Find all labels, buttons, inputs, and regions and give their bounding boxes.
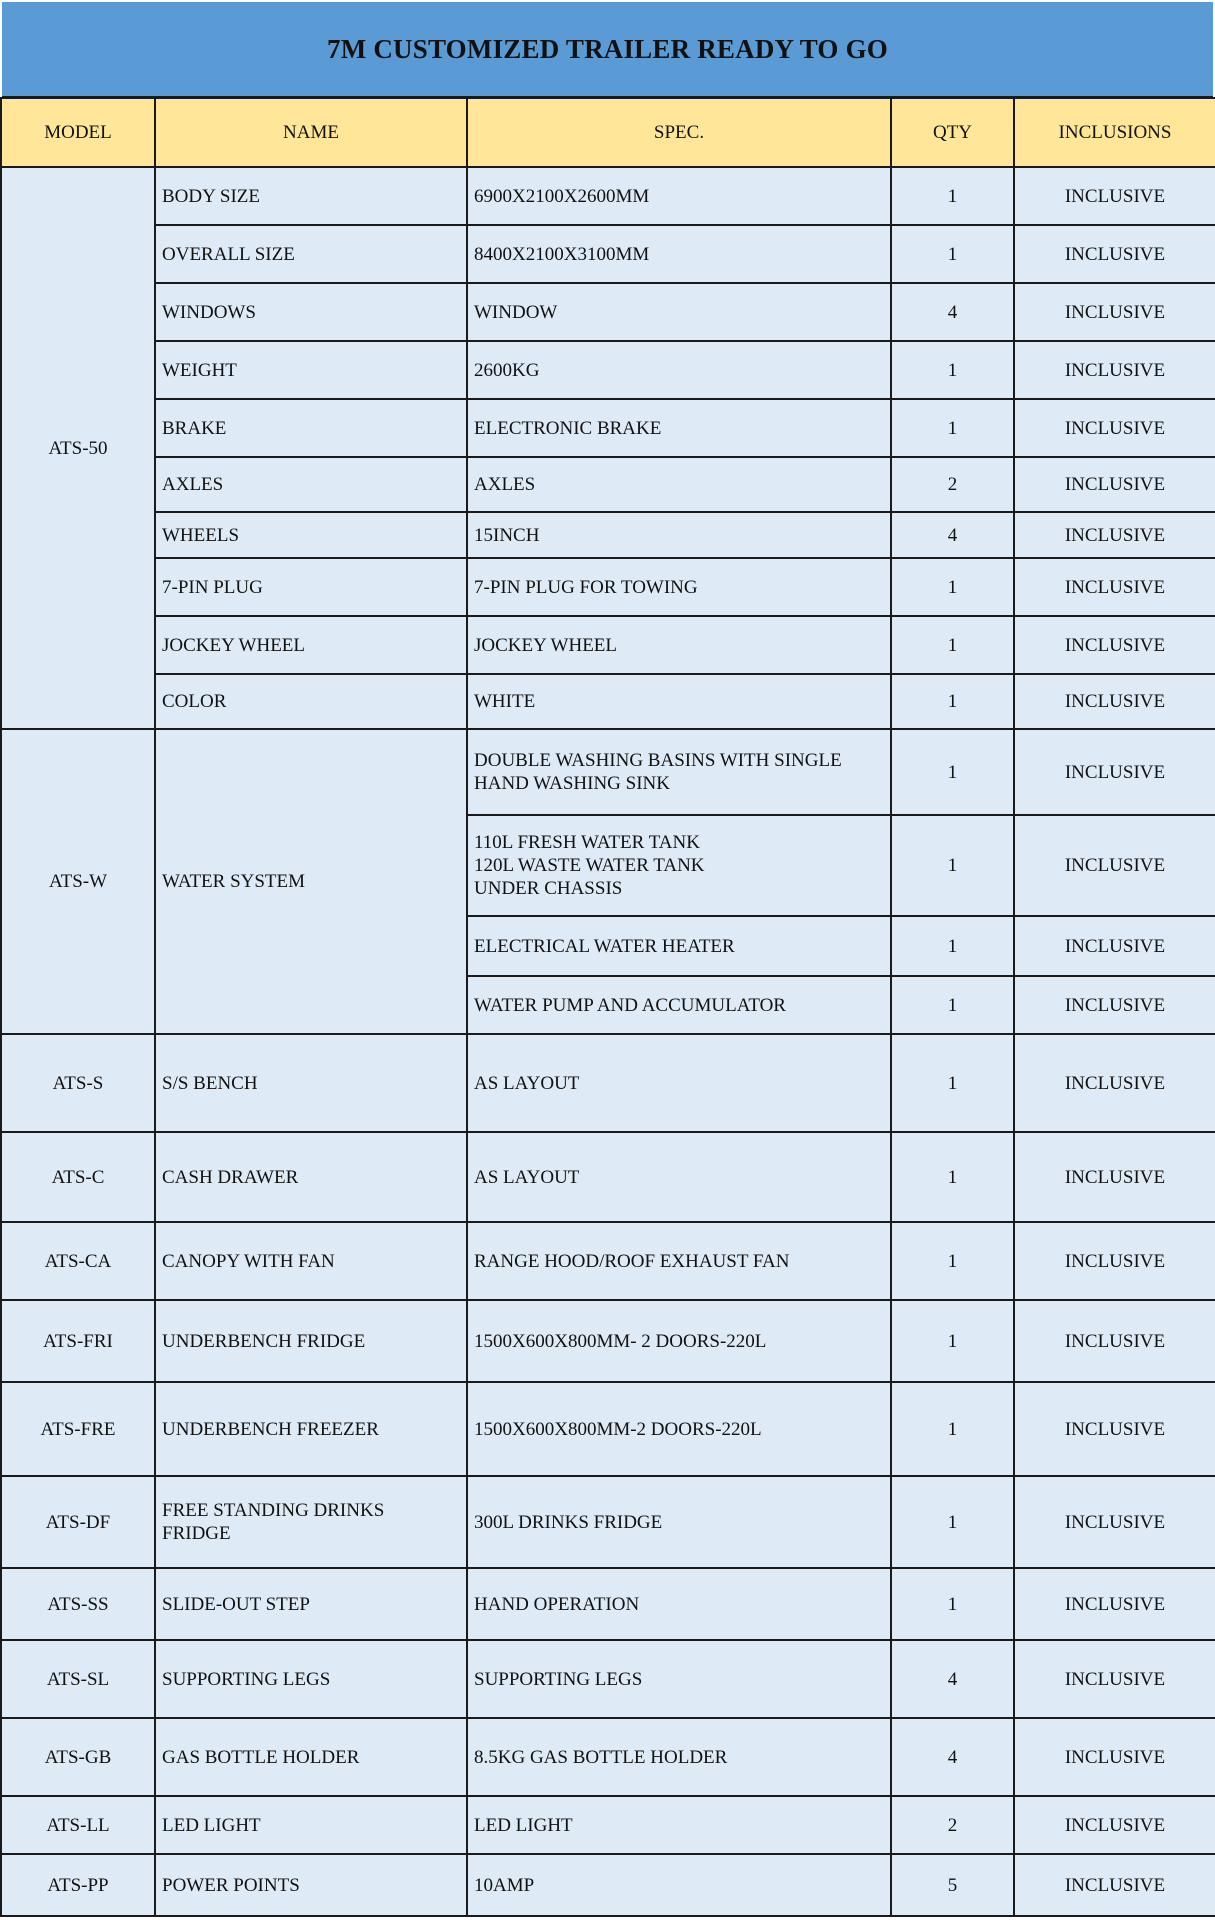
- name-cell: AXLES: [155, 457, 467, 512]
- table-row: [1, 558, 1215, 616]
- inclusion-cell: INCLUSIVE: [1014, 1568, 1215, 1640]
- table-row: [1, 1132, 1215, 1222]
- header-qty: QTY: [891, 98, 1014, 167]
- qty-cell: 1: [891, 167, 1014, 225]
- table-row: [1, 1382, 1215, 1476]
- name-cell: WHEELS: [155, 512, 467, 558]
- table-body: [1, 167, 1215, 1916]
- spec-cell: DOUBLE WASHING BASINS WITH SINGLE HAND WASHING SINK: [467, 729, 891, 815]
- model-cell: ATS-GB: [1, 1718, 155, 1796]
- inclusion-cell: INCLUSIVE: [1014, 1300, 1215, 1382]
- qty-cell: 1: [891, 674, 1014, 729]
- inclusion-cell: INCLUSIVE: [1014, 341, 1215, 399]
- spec-cell: HAND OPERATION: [467, 1568, 891, 1640]
- qty-cell: 1: [891, 1034, 1014, 1132]
- qty-cell: 1: [891, 729, 1014, 815]
- name-cell: UNDERBENCH FRIDGE: [155, 1300, 467, 1382]
- spec-cell: 110L FRESH WATER TANK 120L WASTE WATER TANK UNDER CHASSIS: [467, 815, 891, 916]
- spec-cell: ELECTRICAL WATER HEATER: [467, 916, 891, 976]
- name-cell: CANOPY WITH FAN: [155, 1222, 467, 1300]
- qty-cell: 1: [891, 916, 1014, 976]
- qty-cell: 4: [891, 283, 1014, 341]
- table-row: [1, 1640, 1215, 1718]
- header-spec: SPEC.: [467, 98, 891, 167]
- qty-cell: 1: [891, 1568, 1014, 1640]
- table-row: [1, 167, 1215, 225]
- table-row: [1, 1796, 1215, 1854]
- name-cell: OVERALL SIZE: [155, 225, 467, 283]
- spec-cell: SUPPORTING LEGS: [467, 1640, 891, 1718]
- spec-cell: JOCKEY WHEEL: [467, 616, 891, 674]
- name-cell: JOCKEY WHEEL: [155, 616, 467, 674]
- spec-cell: WATER PUMP AND ACCUMULATOR: [467, 976, 891, 1034]
- inclusion-cell: INCLUSIVE: [1014, 1476, 1215, 1568]
- qty-cell: 1: [891, 1382, 1014, 1476]
- spec-cell: AS LAYOUT: [467, 1132, 891, 1222]
- spec-cell: 300L DRINKS FRIDGE: [467, 1476, 891, 1568]
- name-cell: 7-PIN PLUG: [155, 558, 467, 616]
- spec-cell: 2600KG: [467, 341, 891, 399]
- inclusion-cell: INCLUSIVE: [1014, 1640, 1215, 1718]
- inclusion-cell: INCLUSIVE: [1014, 558, 1215, 616]
- name-cell: BRAKE: [155, 399, 467, 457]
- table-row: [1, 1476, 1215, 1568]
- table-row: [1, 616, 1215, 674]
- inclusion-cell: INCLUSIVE: [1014, 1718, 1215, 1796]
- table-row: [1, 1718, 1215, 1796]
- name-cell: LED LIGHT: [155, 1796, 467, 1854]
- name-cell: WEIGHT: [155, 341, 467, 399]
- model-cell: ATS-FRE: [1, 1382, 155, 1476]
- table-row: [1, 729, 1215, 815]
- spec-cell: 10AMP: [467, 1854, 891, 1916]
- spec-cell: 6900X2100X2600MM: [467, 167, 891, 225]
- spec-cell: AXLES: [467, 457, 891, 512]
- name-cell: S/S BENCH: [155, 1034, 467, 1132]
- table-row: [1, 1568, 1215, 1640]
- inclusion-cell: INCLUSIVE: [1014, 512, 1215, 558]
- spec-cell: 8.5KG GAS BOTTLE HOLDER: [467, 1718, 891, 1796]
- qty-cell: 4: [891, 512, 1014, 558]
- inclusion-cell: INCLUSIVE: [1014, 283, 1215, 341]
- qty-cell: 1: [891, 399, 1014, 457]
- table-header-row: [1, 98, 1215, 167]
- inclusion-cell: INCLUSIVE: [1014, 1382, 1215, 1476]
- inclusion-cell: INCLUSIVE: [1014, 616, 1215, 674]
- qty-cell: 4: [891, 1718, 1014, 1796]
- table-row: [1, 283, 1215, 341]
- table-row: [1, 225, 1215, 283]
- spec-cell: LED LIGHT: [467, 1796, 891, 1854]
- qty-cell: 1: [891, 815, 1014, 916]
- model-cell: ATS-C: [1, 1132, 155, 1222]
- qty-cell: 2: [891, 457, 1014, 512]
- table-row: [1, 1222, 1215, 1300]
- table-row: [1, 512, 1215, 558]
- model-cell: ATS-W: [1, 729, 155, 1034]
- spec-cell: WHITE: [467, 674, 891, 729]
- qty-cell: 1: [891, 1222, 1014, 1300]
- table-row: [1, 1854, 1215, 1916]
- model-cell: ATS-SL: [1, 1640, 155, 1718]
- name-cell: GAS BOTTLE HOLDER: [155, 1718, 467, 1796]
- table-row: [1, 674, 1215, 729]
- model-cell: ATS-50: [1, 167, 155, 729]
- spec-cell: 7-PIN PLUG FOR TOWING: [467, 558, 891, 616]
- qty-cell: 1: [891, 225, 1014, 283]
- qty-cell: 5: [891, 1854, 1014, 1916]
- qty-cell: 1: [891, 616, 1014, 674]
- model-cell: ATS-PP: [1, 1854, 155, 1916]
- inclusion-cell: INCLUSIVE: [1014, 1034, 1215, 1132]
- name-cell: SLIDE-OUT STEP: [155, 1568, 467, 1640]
- spec-cell: 15INCH: [467, 512, 891, 558]
- inclusion-cell: INCLUSIVE: [1014, 815, 1215, 916]
- model-cell: ATS-CA: [1, 1222, 155, 1300]
- name-cell: COLOR: [155, 674, 467, 729]
- qty-cell: 1: [891, 1132, 1014, 1222]
- spec-cell: ELECTRONIC BRAKE: [467, 399, 891, 457]
- inclusion-cell: INCLUSIVE: [1014, 1222, 1215, 1300]
- inclusion-cell: INCLUSIVE: [1014, 976, 1215, 1034]
- name-cell: CASH DRAWER: [155, 1132, 467, 1222]
- model-cell: ATS-S: [1, 1034, 155, 1132]
- inclusion-cell: INCLUSIVE: [1014, 457, 1215, 512]
- inclusion-cell: INCLUSIVE: [1014, 916, 1215, 976]
- name-cell: WATER SYSTEM: [155, 729, 467, 1034]
- inclusion-cell: INCLUSIVE: [1014, 1854, 1215, 1916]
- model-cell: ATS-DF: [1, 1476, 155, 1568]
- spec-cell: RANGE HOOD/ROOF EXHAUST FAN: [467, 1222, 891, 1300]
- inclusion-cell: INCLUSIVE: [1014, 399, 1215, 457]
- table-row: [1, 1034, 1215, 1132]
- table-row: [1, 341, 1215, 399]
- qty-cell: 1: [891, 976, 1014, 1034]
- spec-cell: AS LAYOUT: [467, 1034, 891, 1132]
- header-model: MODEL: [1, 98, 155, 167]
- qty-cell: 2: [891, 1796, 1014, 1854]
- inclusion-cell: INCLUSIVE: [1014, 1796, 1215, 1854]
- header-inclusions: INCLUSIONS: [1014, 98, 1215, 167]
- qty-cell: 1: [891, 1476, 1014, 1568]
- model-cell: ATS-LL: [1, 1796, 155, 1854]
- spec-cell: 1500X600X800MM-2 DOORS-220L: [467, 1382, 891, 1476]
- spec-table: [0, 97, 1215, 1917]
- name-cell: UNDERBENCH FREEZER: [155, 1382, 467, 1476]
- qty-cell: 4: [891, 1640, 1014, 1718]
- name-cell: POWER POINTS: [155, 1854, 467, 1916]
- table-row: [1, 1300, 1215, 1382]
- qty-cell: 1: [891, 1300, 1014, 1382]
- name-cell: WINDOWS: [155, 283, 467, 341]
- name-cell: SUPPORTING LEGS: [155, 1640, 467, 1718]
- inclusion-cell: INCLUSIVE: [1014, 225, 1215, 283]
- qty-cell: 1: [891, 341, 1014, 399]
- qty-cell: 1: [891, 558, 1014, 616]
- spec-cell: 8400X2100X3100MM: [467, 225, 891, 283]
- inclusion-cell: INCLUSIVE: [1014, 674, 1215, 729]
- name-cell: FREE STANDING DRINKS FRIDGE: [155, 1476, 467, 1568]
- inclusion-cell: INCLUSIVE: [1014, 1132, 1215, 1222]
- model-cell: ATS-SS: [1, 1568, 155, 1640]
- table-row: [1, 457, 1215, 512]
- spec-cell: WINDOW: [467, 283, 891, 341]
- header-name: NAME: [155, 98, 467, 167]
- inclusion-cell: INCLUSIVE: [1014, 729, 1215, 815]
- table-row: [1, 399, 1215, 457]
- model-cell: ATS-FRI: [1, 1300, 155, 1382]
- inclusion-cell: INCLUSIVE: [1014, 167, 1215, 225]
- spec-cell: 1500X600X800MM- 2 DOORS-220L: [467, 1300, 891, 1382]
- page-title: 7M CUSTOMIZED TRAILER READY TO GO: [2, 2, 1213, 98]
- name-cell: BODY SIZE: [155, 167, 467, 225]
